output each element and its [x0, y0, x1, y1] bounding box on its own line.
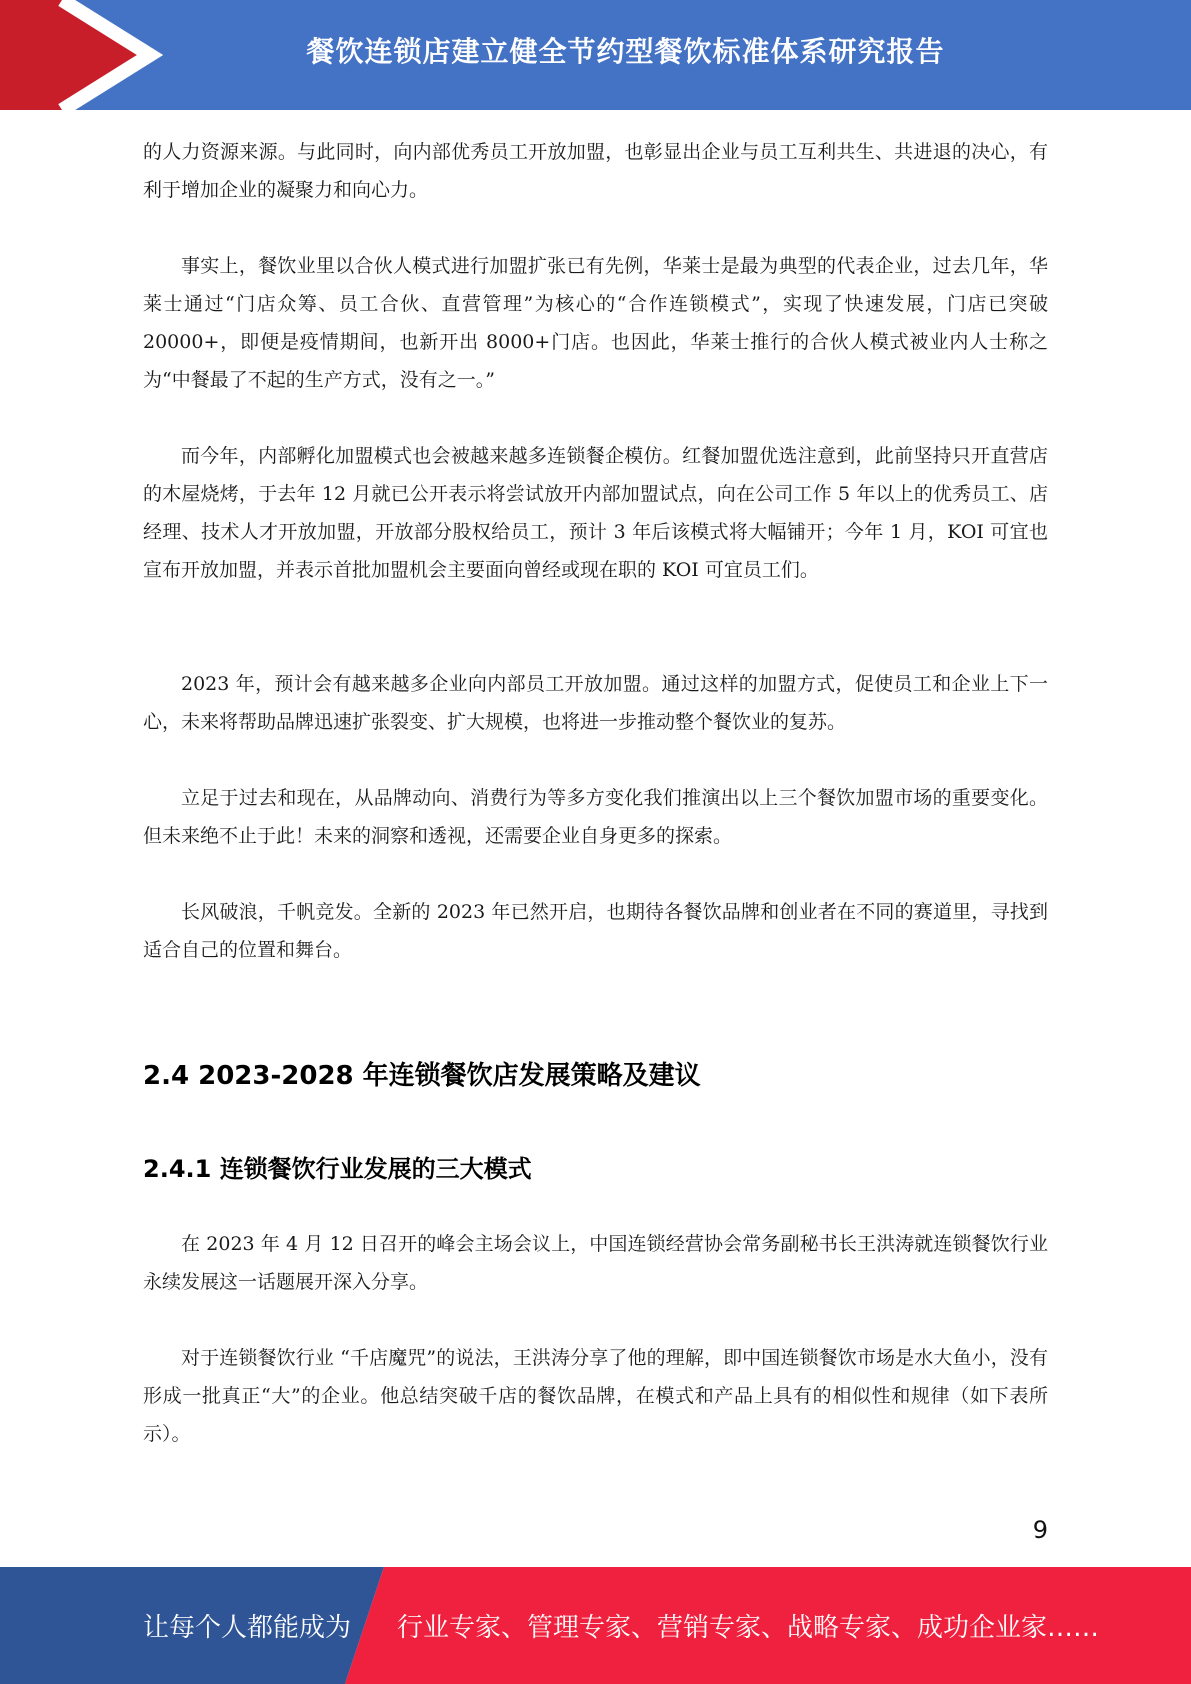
- paragraph-4: 2023 年，预计会有越来越多企业向内部员工开放加盟。通过这样的加盟方式，促使员工和企业上下一心，未来将帮助品牌迅速扩张裂变、扩大规模，也将进一步推动整个餐饮业的复苏。: [143, 673, 1048, 733]
- subsection-heading: 2.4.1 连锁餐饮行业发展的三大模式: [143, 1155, 532, 1183]
- page-number: 9: [1032, 1516, 1048, 1544]
- paragraph-3: 而今年，内部孵化加盟模式也会被越来越多连锁餐企模仿。红餐加盟优选注意到，此前坚持只开直营店的木屋烧烤，于去年 12 月就已公开表示将尝试放开内部加盟试点，向在公司工作 5 年以上的优秀员工、店经理、技术人才开放加盟，开放部分股权给员工，预计 3 年后该模式将大幅铺开；今年 1 月，KOI 可宜也宣布开放加盟，并表示首批加盟机会主要面向曾经或现在职的 KOI 可宜员工们。: [143, 445, 1048, 581]
- report-title: 餐饮连锁店建立健全节约型餐饮标准体系研究报告: [306, 35, 945, 68]
- section-heading: 2.4 2023-2028 年连锁餐饮店发展策略及建议: [143, 1061, 701, 1091]
- page-header: [0, 0, 1191, 110]
- paragraph-7: 在 2023 年 4 月 12 日召开的峰会主场会议上，中国连锁经营协会常务副秘书长王洪涛就连锁餐饮行业永续发展这一话题展开深入分享。: [143, 1233, 1048, 1293]
- page-footer: [0, 1567, 1191, 1684]
- paragraph-5: 立足于过去和现在，从品牌动向、消费行为等多方变化我们推演出以上三个餐饮加盟市场的重要变化。但未来绝不止于此！未来的洞察和透视，还需要企业自身更多的探索。: [143, 787, 1048, 847]
- paragraph-6: 长风破浪，千帆竞发。全新的 2023 年已然开启，也期待各餐饮品牌和创业者在不同的赛道里，寻找到适合自己的位置和舞台。: [143, 901, 1048, 961]
- paragraph-1: 的人力资源来源。与此同时，向内部优秀员工开放加盟，也彰显出企业与员工互利共生、共进退的决心，有利于增加企业的凝聚力和向心力。: [143, 141, 1048, 201]
- footer-slogan-right: 行业专家、管理专家、营销专家、战略专家、成功企业家……: [397, 1613, 1100, 1643]
- footer-slogan-left: 让每个人都能成为: [143, 1613, 352, 1643]
- paragraph-8: 对于连锁餐饮行业 “千店魔咒”的说法，王洪涛分享了他的理解，即中国连锁餐饮市场是水大鱼小，没有形成一批真正“大”的企业。他总结突破千店的餐饮品牌，在模式和产品上具有的相似性和规律（如下表所示）。: [143, 1347, 1048, 1445]
- paragraph-2: 事实上，餐饮业里以合伙人模式进行加盟扩张已有先例，华莱士是最为典型的代表企业，过去几年，华莱士通过“门店众筹、员工合伙、直营管理”为核心的“合作连锁模式”，实现了快速发展，门店已突破 20000+，即便是疫情期间，也新开出 8000+门店。也因此，华莱士推行的合伙人模式被业内人士称之为“中餐最了不起的生产方式，没有之一。”: [143, 255, 1048, 391]
